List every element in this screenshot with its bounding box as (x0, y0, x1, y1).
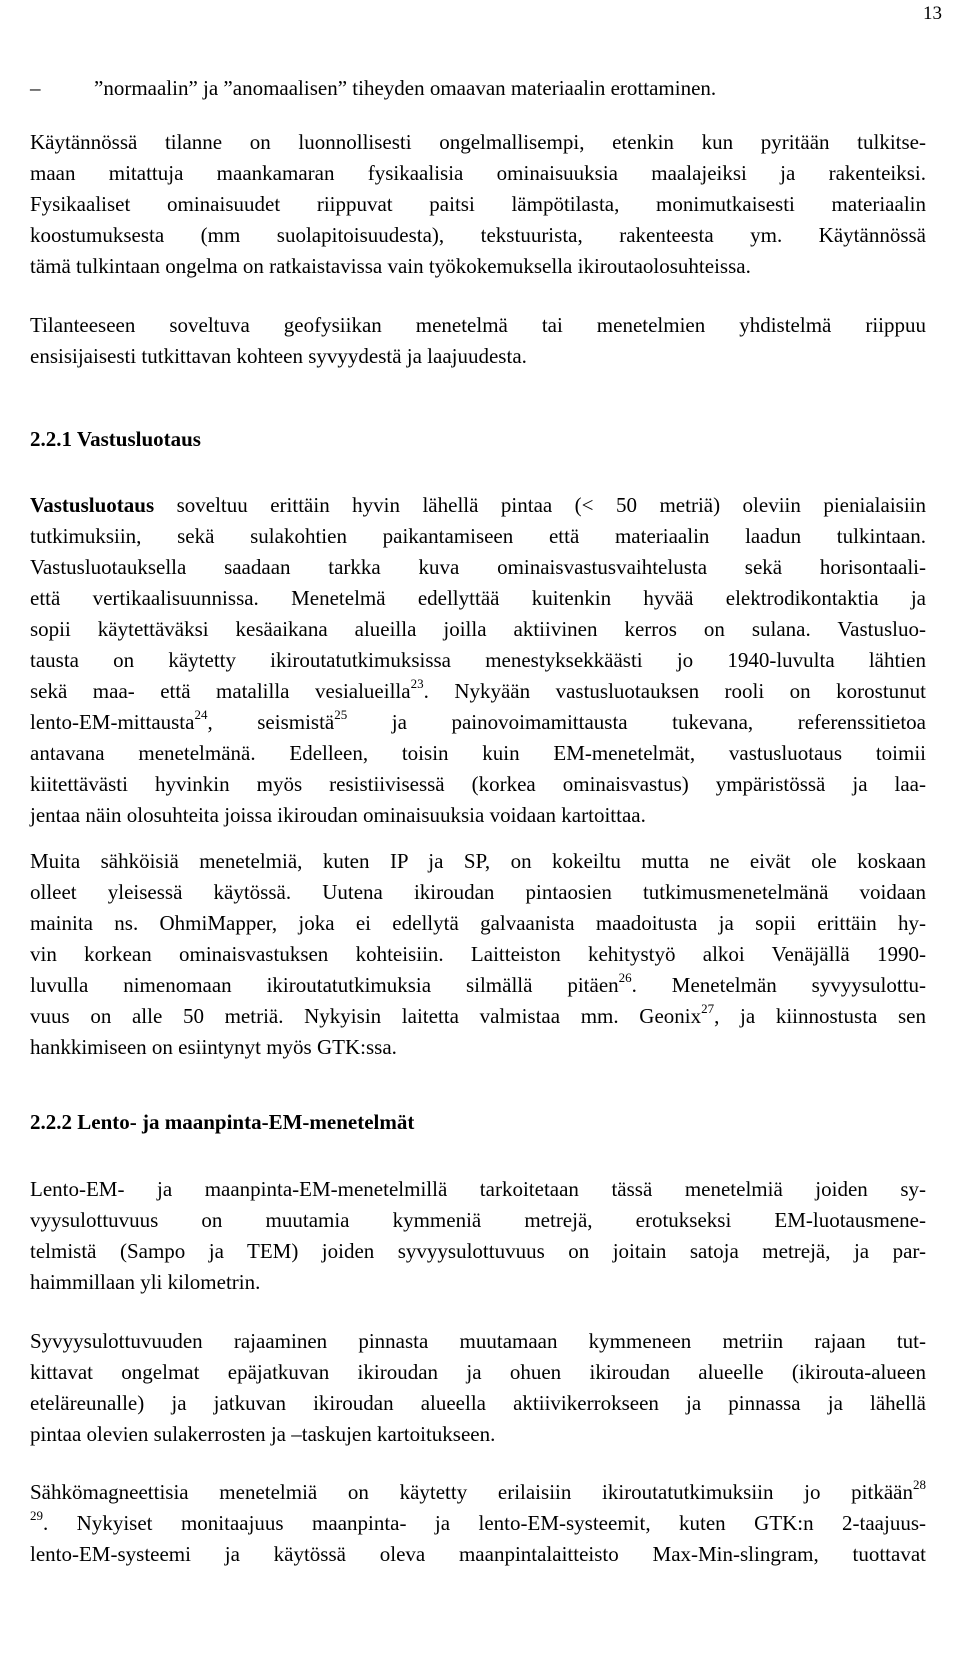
paragraph-2 (30, 310, 926, 372)
text-line: jentaa näin olosuhteita joissa ikiroudan ominaisuuksia voidaan kartoittaa. (30, 803, 646, 827)
paragraph-1 (30, 127, 926, 282)
text-line: maan mitattuja maankamaran fysikaalisia ominaisuuksia maalajeiksi ja rakenteiksi. (30, 161, 926, 185)
footnote-ref: 27 (701, 1001, 715, 1016)
text-line: antavana menetelmänä. Edelleen, toisin kuin EM-menetelmät, vastusluotaus toimii (30, 741, 926, 765)
text-line: Lento-EM- ja maanpinta-EM-menetelmillä tarkoitetaan tässä menetelmiä joiden sy- (30, 1177, 926, 1201)
text-line (30, 1001, 926, 1032)
text-span: soveltuu erittäin hyvin lähellä pintaa (< 50 metriä) oleviin pienialaisiin (154, 493, 926, 517)
text-span: , seismistä (207, 710, 335, 734)
bullet-text: ”normaalin” ja ”anomaalisen” tiheyden omaavan materiaalin erottaminen. (94, 76, 717, 100)
text-line: että vertikaalisuunnissa. Menetelmä edellyttää kuitenkin hyvää elektrodikontaktia ja (30, 586, 926, 610)
bullet-item (30, 73, 716, 104)
text-span: lento-EM-mittausta (30, 710, 195, 734)
text-span: Sähkömagneettisia menetelmiä on käytetty erilaisiin ikiroutatutkimuksiin jo pitkään (30, 1480, 913, 1504)
text-line: vin korkean ominaisvastuksen kohteisiin. Laitteiston kehitystyö alkoi Venäjällä 1990- (30, 942, 926, 966)
text-line (30, 490, 926, 521)
text-line: pintaa olevien sulakerrosten ja –taskujen kartoitukseen. (30, 1422, 496, 1446)
text-line: lento-EM-systeemi ja käytössä oleva maanpintalaitteisto Max-Min-slingram, tuottavat (30, 1542, 926, 1566)
text-line (30, 1477, 926, 1508)
text-span: . Nykyään vastusluotauksen rooli on korostunut (423, 679, 926, 703)
text-line: Syvyysulottuvuuden rajaaminen pinnasta muutamaan kymmeneen metriin rajaan tut- (30, 1329, 926, 1353)
bullet-dash: – (30, 76, 41, 100)
text-line: eteläreunalle) ja jatkuvan ikiroudan alueella aktiivikerrokseen ja pinnassa ja lähellä (30, 1391, 926, 1415)
text-line: Fysikaaliset ominaisuudet riippuvat paitsi lämpötilasta, monimutkaisesti materiaalin (30, 192, 926, 216)
paragraph-7 (30, 1477, 926, 1570)
text-line: Muita sähköisiä menetelmiä, kuten IP ja SP, on kokeiltu mutta ne eivät ole koskaan (30, 849, 926, 873)
text-line: hankkimiseen on esiintynyt myös GTK:ssa. (30, 1035, 397, 1059)
footnote-ref: 24 (194, 707, 208, 722)
text-line: koostumuksesta (mm suolapitoisuudesta), tekstuurista, rakenteesta ym. Käytännössä (30, 223, 926, 247)
footnote-ref: 29 (30, 1508, 43, 1523)
text-line: Tilanteeseen soveltuva geofysiikan menetelmä tai menetelmien yhdistelmä riippuu (30, 313, 926, 337)
text-line (30, 676, 926, 707)
footnote-ref: 26 (618, 970, 632, 985)
text-span: , ja kiinnostusta sen (714, 1004, 926, 1028)
text-line: sopii käytettäväksi kesäaikana alueilla joilla aktiivinen kerros on sulana. Vastusluo- (30, 617, 926, 641)
footnote-ref: 28 (913, 1477, 926, 1492)
text-line: Käytännössä tilanne on luonnollisesti ongelmallisempi, etenkin kun pyritään tulkitse- (30, 130, 926, 154)
text-line (30, 1508, 926, 1539)
text-line (30, 970, 926, 1001)
text-span: luvulla nimenomaan ikiroutatutkimuksia silmällä pitäen (30, 973, 619, 997)
text-line: Vastusluotauksella saadaan tarkka kuva ominaisvastusvaihtelusta sekä horisontaali- (30, 555, 926, 579)
bold-term: Vastusluotaus (30, 493, 155, 517)
text-line: ensisijaisesti tutkittavan kohteen syvyydestä ja laajuudesta. (30, 344, 527, 368)
text-span: sekä maa- että matalilla vesialueilla (30, 679, 411, 703)
text-span: ja painovoimamittausta tukevana, referenssitietoa (347, 710, 926, 734)
section-heading-2-2-1: 2.2.1 Vastusluotaus (30, 427, 201, 451)
text-line: kittavat ongelmat epäjatkuvan ikiroudan ja ohuen ikiroudan alueelle (ikirouta-alueen (30, 1360, 926, 1384)
text-line: tutkimuksiin, sekä sulakohtien paikantamiseen että materiaalin laadun tulkintaan. (30, 524, 926, 548)
text-line (30, 707, 926, 738)
text-line: olleet yleisessä käytössä. Uutena ikiroudan pintaosien tutkimusmenetelmänä voidaan (30, 880, 926, 904)
page-number: 13 (923, 3, 942, 24)
footnote-ref: 25 (334, 707, 348, 722)
text-span: . Menetelmän syvyysulottu- (631, 973, 926, 997)
text-line: haimmillaan yli kilometrin. (30, 1270, 261, 1294)
text-line: tausta on käytetty ikiroutatutkimuksissa menestyksekkäästi jo 1940-luvulta lähtien (30, 648, 926, 672)
text-line: vyysulottuvuus on muutamia kymmeniä metrejä, erotukseksi EM-luotausmene- (30, 1208, 926, 1232)
paragraph-5 (30, 1174, 926, 1298)
footnote-ref: 23 (410, 676, 424, 691)
paragraph-4 (30, 846, 926, 1063)
paragraph-3 (30, 490, 926, 831)
text-line: mainita ns. OhmiMapper, joka ei edellytä galvaanista maadoitusta ja sopii erittäin hy- (30, 911, 926, 935)
section-heading-2-2-2: 2.2.2 Lento- ja maanpinta-EM-menetelmät (30, 1110, 415, 1134)
text-line: tämä tulkintaan ongelma on ratkaistavissa vain työkokemuksella ikiroutaolosuhteissa. (30, 254, 751, 278)
text-line: kiitettävästi hyvinkin myös resistiivisessä (korkea ominaisvastus) ympäristössä ja laa- (30, 772, 926, 796)
text-line: telmistä (Sampo ja TEM) joiden syvyysulottuvuus on joitain satoja metrejä, ja par- (30, 1239, 926, 1263)
text-span: . Nykyiset monitaajuus maanpinta- ja lento-EM-systeemit, kuten GTK:n 2-taajuus- (43, 1511, 926, 1535)
paragraph-6 (30, 1326, 926, 1450)
text-span: vuus on alle 50 metriä. Nykyisin laitetta valmistaa mm. Geonix (30, 1004, 702, 1028)
